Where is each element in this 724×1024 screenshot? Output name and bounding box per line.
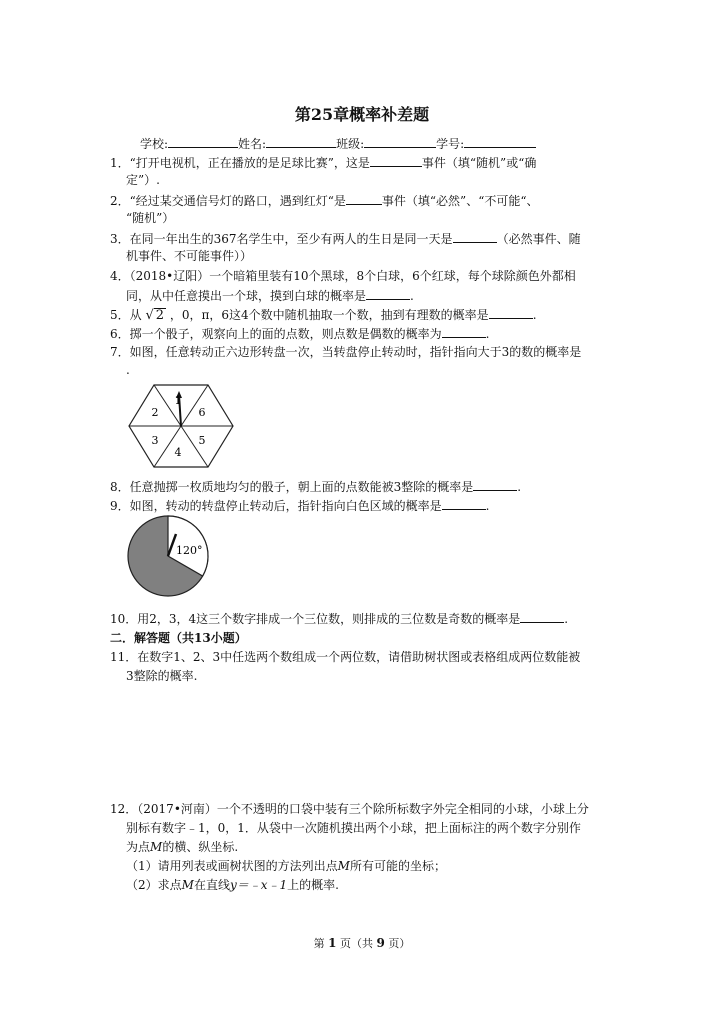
question-text: “经过某交通信号灯的路口，遇到红灯“是: [129, 194, 346, 208]
page-number: 1: [328, 936, 337, 950]
hex-label: 5: [198, 434, 206, 447]
question-3: [110, 230, 581, 247]
question-7-line2: .: [126, 363, 130, 377]
question-text: .: [485, 327, 490, 341]
question-number: 8．: [110, 480, 130, 494]
math-var: M: [337, 859, 350, 873]
id-blank: [464, 135, 536, 148]
question-number: 12．: [110, 802, 138, 816]
question-2-line2: “随机”）: [126, 211, 175, 225]
id-label: 学号:: [436, 137, 465, 151]
question-text: （必然事件、随: [496, 232, 581, 246]
question-text: .: [532, 308, 537, 322]
hex-label: 2: [151, 406, 159, 419]
math-equation: y＝﹣x﹣1: [229, 878, 288, 892]
question-text: 同，从中任意摸出一个球，摸到白球的概率是: [126, 289, 367, 303]
question-11: [110, 649, 580, 665]
question-text: 如图，任意转动正六边形转盘一次，当转盘停止转动时，指针指向大于3的数的概率是: [129, 345, 582, 359]
question-text: “打开电视机，正在播放的是足球比赛”，这是: [129, 156, 370, 170]
class-label: 班级:: [336, 137, 365, 151]
question-1: [110, 154, 536, 171]
footer-text: 页）: [388, 937, 411, 950]
question-4: [110, 268, 576, 284]
answer-blank: [453, 230, 497, 243]
question-text: 为点: [126, 840, 151, 854]
question-text: 事件（填“必然”、“不可能“、: [381, 194, 539, 208]
school-label: 学校:: [140, 137, 169, 151]
question-number: 7．: [110, 345, 130, 359]
question-number: 11．: [110, 650, 138, 664]
question-text: 的横、纵坐标.: [162, 840, 239, 854]
question-text: .: [564, 612, 569, 626]
question-number: 9．: [110, 499, 130, 513]
question-text: ，0，π，6这4个数中随机抽取一个数，抽到有理数的概率是: [169, 308, 489, 322]
question-5: [110, 306, 537, 324]
page-total: 9: [376, 936, 385, 950]
question-text: 掷一个骰子，观察向上的面的点数，则点数是偶数的概率为: [129, 327, 442, 341]
question-number: 3．: [110, 232, 130, 246]
question-text: 从: [129, 308, 142, 322]
page-title: 第25章概率补差题: [294, 105, 430, 124]
page-footer: [0, 935, 724, 952]
hex-label: 3: [151, 434, 159, 447]
question-12-line2: 别标有数字﹣1，0，1．从袋中一次随机摸出两个小球，把上面标注的两个数字分别作: [126, 821, 581, 835]
question-12-sub2: [126, 877, 339, 893]
question-12: [110, 801, 589, 817]
sqrt-expression: √ 2: [145, 308, 165, 323]
answer-blank: [473, 478, 517, 491]
question-text: .: [485, 499, 490, 513]
hex-label: 1: [174, 394, 182, 407]
radicand: 2: [155, 308, 165, 323]
circular-spinner-figure: [126, 514, 210, 598]
question-10: [110, 610, 568, 627]
question-11-line2: 3整除的概率.: [126, 669, 198, 683]
question-text: 事件（填“随机”或“确: [421, 156, 537, 170]
question-7: [110, 344, 581, 360]
question-3-line2: 机事件、不可能事件））: [126, 249, 253, 263]
question-4-line2: [126, 287, 414, 304]
question-number: 1．: [110, 156, 130, 170]
footer-text: 第: [313, 937, 325, 950]
question-number: 6．: [110, 327, 130, 341]
question-number: 5．: [110, 308, 130, 322]
question-text: 上的概率.: [287, 878, 339, 892]
question-1-line2: 定”）.: [126, 173, 160, 187]
answer-blank: [366, 287, 410, 300]
question-text: 所有可能的坐标；: [349, 859, 446, 873]
question-text: 在同一年出生的367名学生中，至少有两人的生日是同一天是: [129, 232, 453, 246]
answer-blank: [346, 192, 382, 205]
name-label: 姓名:: [238, 137, 267, 151]
math-var: M: [181, 878, 194, 892]
question-text: （1）请用列表或画树状图的方法列出点: [126, 859, 338, 873]
answer-blank: [442, 497, 486, 510]
question-number: 4．: [110, 269, 130, 283]
question-text: 用2，3，4这三个数字排成一个三位数，则排成的三位数是奇数的概率是: [137, 612, 521, 626]
question-8: [110, 478, 521, 495]
question-9: [110, 497, 489, 514]
answer-blank: [442, 325, 486, 338]
answer-blank: [520, 610, 564, 623]
question-6: [110, 325, 489, 342]
question-text: .: [410, 289, 414, 303]
question-number: 10．: [110, 612, 138, 626]
angle-label: 120°: [176, 544, 203, 557]
question-12-sub1: [126, 858, 446, 874]
question-text: 任意抛掷一枚质地均匀的骰子，朝上面的点数能被3整除的概率是: [129, 480, 474, 494]
question-number: 2．: [110, 194, 130, 208]
hex-label: 4: [174, 446, 182, 459]
question-text: （2017•河南）一个不透明的口袋中装有三个除所标数字外完全相同的小球，小球上分: [137, 802, 589, 816]
footer-text: 页（共: [340, 937, 373, 950]
question-text: 在直线: [193, 878, 230, 892]
hexagon-spinner-figure: [128, 384, 234, 468]
question-text: （2018•辽阳）一个暗箱里装有10个黑球，8个白球，6个红球，每个球除颜色外都相: [129, 269, 576, 283]
student-info-line: [140, 135, 536, 152]
question-text: .: [517, 480, 522, 494]
math-var: M: [150, 840, 163, 854]
answer-blank: [489, 306, 533, 319]
question-text: 在数字1、2、3中任选两个数组成一个两位数，请借助树状图或表格组成两位数能被: [137, 650, 581, 664]
question-12-line3: [126, 839, 238, 855]
question-text: 如图，转动的转盘停止转动后，指针指向白色区域的概率是: [129, 499, 442, 513]
question-2: [110, 192, 538, 209]
question-text: （2）求点: [126, 878, 182, 892]
section-heading: 二．解答题（共13小题）: [110, 631, 247, 645]
name-blank: [266, 135, 336, 148]
answer-blank: [370, 154, 422, 167]
class-blank: [364, 135, 436, 148]
hex-label: 6: [198, 406, 206, 419]
school-blank: [168, 135, 238, 148]
